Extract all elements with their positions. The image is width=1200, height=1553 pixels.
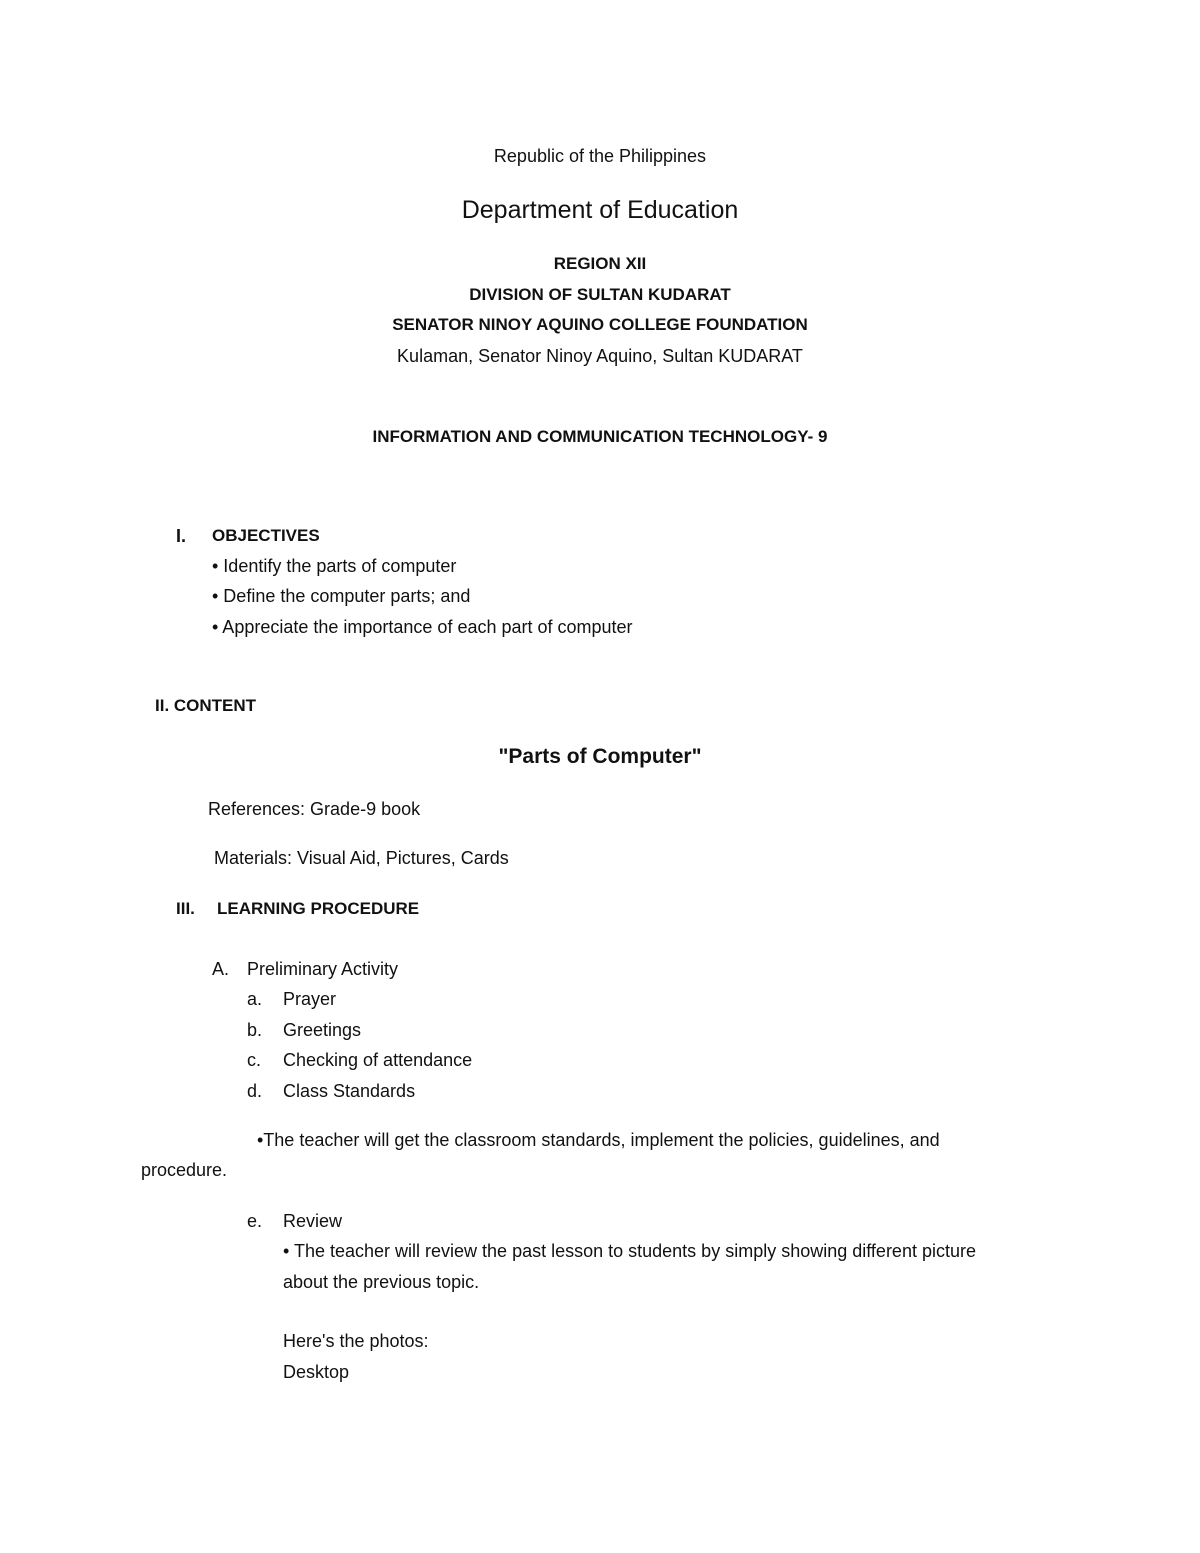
activity-marker: A. bbox=[212, 959, 230, 979]
step-label: Greetings bbox=[283, 1020, 362, 1040]
procedure-heading: LEARNING PROCEDURE bbox=[217, 899, 420, 918]
review-note-continuation: about the previous topic. bbox=[283, 1272, 480, 1292]
photo-label-desktop: Desktop bbox=[283, 1362, 350, 1382]
standards-note: •The teacher will get the classroom standards, implement the policies, guidelines, and bbox=[257, 1130, 940, 1150]
step-marker: a. bbox=[247, 989, 263, 1009]
content-materials: Materials: Visual Aid, Pictures, Cards bbox=[214, 848, 509, 868]
procedure-numeral: III. bbox=[176, 899, 195, 918]
header-school: SENATOR NINOY AQUINO COLLEGE FOUNDATION bbox=[392, 315, 808, 334]
photos-intro: Here's the photos: bbox=[283, 1331, 429, 1351]
header-region: REGION XII bbox=[553, 254, 647, 273]
step-label: Checking of attendance bbox=[283, 1050, 473, 1070]
header-department: Department of Education bbox=[461, 196, 739, 224]
header-address: Kulaman, Senator Ninoy Aquino, Sultan KUDARAT bbox=[397, 346, 803, 366]
standards-note-continuation: procedure. bbox=[141, 1160, 228, 1180]
objective-item: • Define the computer parts; and bbox=[212, 586, 471, 606]
objective-item: • Appreciate the importance of each part of computer bbox=[212, 617, 633, 637]
step-marker: c. bbox=[247, 1050, 262, 1070]
step-marker: b. bbox=[247, 1020, 263, 1040]
step-label: Class Standards bbox=[283, 1081, 416, 1101]
content-topic: "Parts of Computer" bbox=[498, 745, 702, 768]
review-label: Review bbox=[283, 1211, 343, 1231]
content-references: References: Grade-9 book bbox=[208, 799, 421, 819]
review-note: • The teacher will review the past lesson to students by simply showing different picture bbox=[283, 1241, 976, 1261]
subject-title: INFORMATION AND COMMUNICATION TECHNOLOGY- 9 bbox=[372, 427, 828, 446]
content-heading: II. CONTENT bbox=[155, 696, 257, 715]
step-marker: d. bbox=[247, 1081, 263, 1101]
objective-item: • Identify the parts of computer bbox=[212, 556, 457, 576]
header-republic: Republic of the Philippines bbox=[493, 146, 707, 166]
review-marker: e. bbox=[247, 1211, 263, 1231]
step-label: Prayer bbox=[283, 989, 337, 1009]
objectives-heading: OBJECTIVES bbox=[212, 526, 320, 545]
objectives-numeral: I. bbox=[176, 526, 187, 546]
header-division: DIVISION OF SULTAN KUDARAT bbox=[469, 285, 731, 304]
activity-label: Preliminary Activity bbox=[247, 959, 399, 979]
